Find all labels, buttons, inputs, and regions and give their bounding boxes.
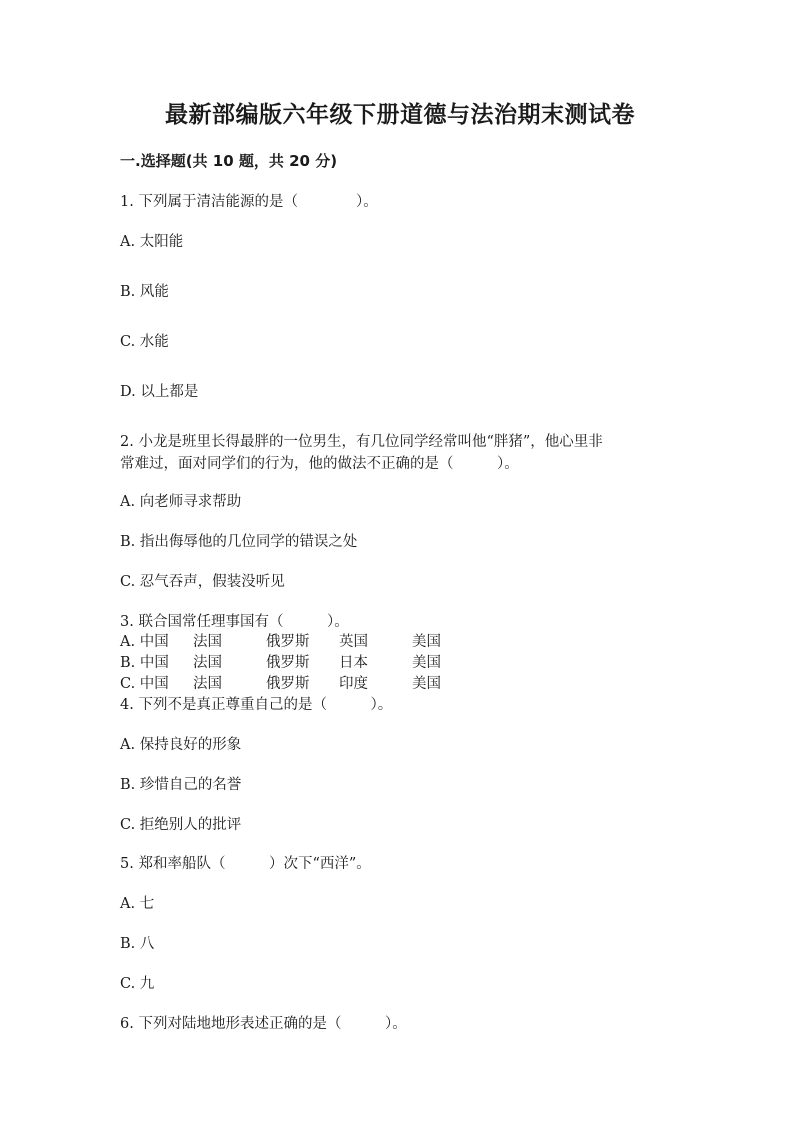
- question-5-option-c: C. 九: [120, 976, 155, 992]
- question-3-stem: 3. 联合国常任理事国有（ ）。: [120, 614, 349, 630]
- question-3-option-c: [120, 672, 472, 693]
- page-title: 最新部编版六年级下册道德与法治期末测试卷: [165, 102, 635, 128]
- question-4-stem: 4. 下列不是真正尊重自己的是（ ）。: [120, 697, 393, 713]
- option-cell: A. 中国: [120, 634, 169, 650]
- question-1-option-b: B. 风能: [120, 284, 169, 300]
- option-cell: 法国: [193, 634, 222, 650]
- option-cell: 英国: [339, 634, 368, 650]
- question-2-stem-line-2: 常难过，面对同学们的行为，他的做法不正确的是（ ）。: [120, 456, 519, 472]
- question-4-option-c: C. 拒绝别人的批评: [120, 817, 242, 833]
- question-4-option-a: A. 保持良好的形象: [120, 737, 242, 753]
- option-cell: 美国: [412, 676, 441, 692]
- question-6-stem: 6. 下列对陆地地形表述正确的是（ ）。: [120, 1016, 407, 1032]
- question-4-option-b: B. 珍惜自己的名誉: [120, 777, 242, 793]
- question-5-option-a: A. 七: [120, 896, 155, 912]
- question-1-option-d: D. 以上都是: [120, 384, 199, 400]
- question-2-stem-line-1: 2. 小龙是班里长得最胖的一位男生，有几位同学经常叫他“胖猪”，他心里非: [120, 434, 603, 450]
- question-1-option-a: A. 太阳能: [120, 234, 184, 250]
- question-5-option-b: B. 八: [120, 936, 155, 952]
- question-3-option-b: [120, 651, 472, 672]
- option-cell: C. 中国: [120, 676, 169, 692]
- question-1-stem: 1. 下列属于清洁能源的是（ ）。: [120, 194, 378, 210]
- question-5-stem: 5. 郑和率船队（ ）次下“西洋”。: [120, 856, 371, 872]
- question-3-option-a: [120, 630, 472, 651]
- question-2-option-a: A. 向老师寻求帮助: [120, 494, 242, 510]
- option-cell: 法国: [193, 655, 222, 671]
- option-cell: 美国: [412, 634, 441, 650]
- question-1-option-c: C. 水能: [120, 334, 169, 350]
- option-cell: 俄罗斯: [266, 655, 310, 671]
- option-cell: 日本: [339, 655, 368, 671]
- option-cell: 俄罗斯: [266, 634, 310, 650]
- option-cell: 美国: [412, 655, 441, 671]
- option-cell: 印度: [339, 676, 368, 692]
- option-cell: B. 中国: [120, 655, 169, 671]
- option-cell: 法国: [193, 676, 222, 692]
- option-cell: 俄罗斯: [266, 676, 310, 692]
- section-heading: 一.选择题(共 10 题，共 20 分): [120, 152, 338, 170]
- question-2-option-c: C. 忍气吞声，假装没听见: [120, 574, 285, 590]
- question-2-option-b: B. 指出侮辱他的几位同学的错误之处: [120, 534, 358, 550]
